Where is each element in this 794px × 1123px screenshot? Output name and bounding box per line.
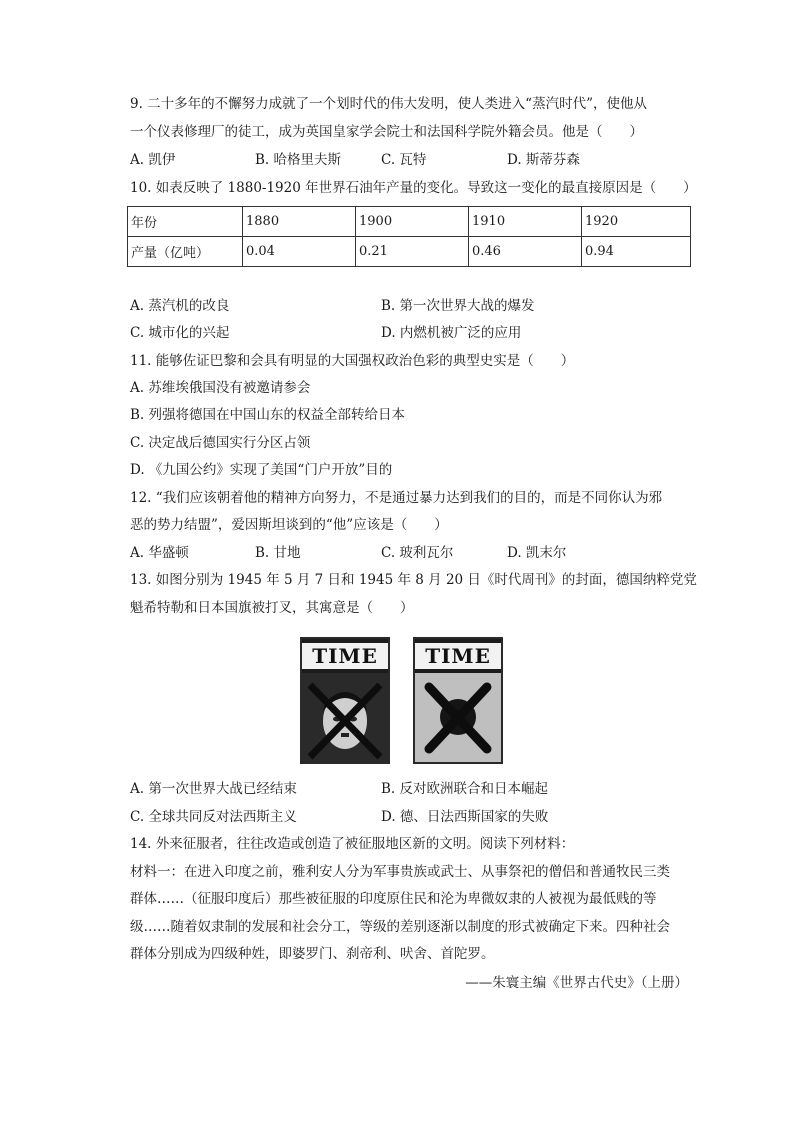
q14-material-line1: 材料一：在进入印度之前，雅利安人分为军事贵族或武士、从事祭祀的僧侣和普通牧民三类 xyxy=(130,864,670,880)
q11-option-a: A. 苏维埃俄国没有被邀请参会 xyxy=(130,380,311,396)
table-cell: 0.21 xyxy=(356,237,469,267)
table-row xyxy=(128,207,691,237)
table-cell: 0.04 xyxy=(243,237,356,267)
q13-stem-line1: 13. 如图分别为 1945 年 5 月 7 日和 1945 年 8 月 20 日《时代周刊》的封面，德国纳粹党党 xyxy=(130,572,697,588)
q14-material-line3: 级……随着奴隶制的发展和社会分工，等级的差别逐渐以制度的形式被确定下来。四种社会 xyxy=(130,919,670,935)
q13-option-c: C. 全球共同反对法西斯主义 xyxy=(130,809,297,825)
q10-option-d: D. 内燃机被广泛的应用 xyxy=(381,325,522,341)
table-cell: 产量（亿吨） xyxy=(128,237,243,267)
q11-stem: 11. 能够佐证巴黎和会具有明显的大国强权政治色彩的典型史实是（ ） xyxy=(130,353,575,369)
q14-stem: 14. 外来征服者，往往改造或创造了被征服地区新的文明。阅读下列材料： xyxy=(130,836,575,852)
q14-material-line2: 群体……（征服印度后）那些被征服的印度原住民和沦为卑微奴隶的人被视为最低贱的等 xyxy=(130,891,657,907)
q9-stem-line2: 一个仪表修理厂的徒工，成为英国皇家学会院士和法国科学院外籍会员。他是（ ） xyxy=(130,124,643,140)
table-cell: 1910 xyxy=(469,207,582,237)
material-source: ——朱寰主编《世界古代史》（上册） xyxy=(465,975,688,991)
crossed-portrait-icon xyxy=(302,673,388,762)
time-masthead: TIME xyxy=(415,643,501,669)
q13-option-d: D. 德、日法西斯国家的失败 xyxy=(381,809,549,825)
table-cell: 年份 xyxy=(128,207,243,237)
q10-option-a: A. 蒸汽机的改良 xyxy=(130,298,230,314)
q10-stem: 10. 如表反映了 1880-1920 年世界石油年产量的变化。导致这一变化的最直接原因是（ ） xyxy=(130,180,697,196)
table-cell: 0.94 xyxy=(582,237,691,267)
time-cover-japan-flag xyxy=(413,637,503,764)
q9-stem-line1: 9. 二十多年的不懈努力成就了一个划时代的伟大发明，使人类进入“蒸汽时代”，使他从 xyxy=(130,96,647,112)
q13-option-b: B. 反对欧洲联合和日本崛起 xyxy=(381,781,549,797)
q10-option-c: C. 城市化的兴起 xyxy=(130,325,230,341)
q10-option-b: B. 第一次世界大战的爆发 xyxy=(381,298,535,314)
q11-option-c: C. 决定战后德国实行分区占领 xyxy=(130,435,311,451)
table-cell: 1900 xyxy=(356,207,469,237)
q9-option-c: C. 瓦特 xyxy=(381,152,427,168)
q11-option-d: D. 《九国公约》实现了美国“门户开放”目的 xyxy=(130,462,393,478)
q12-stem-line1: 12. “我们应该朝着他的精神方向努力，不是通过暴力达到我们的目的，而是不同你认为邪 xyxy=(130,490,663,506)
q9-option-a: A. 凯伊 xyxy=(130,152,176,168)
time-masthead: TIME xyxy=(302,643,388,669)
q12-option-b: B. 甘地 xyxy=(255,545,301,561)
q9-option-b: B. 哈格里夫斯 xyxy=(255,152,342,168)
table-cell: 1880 xyxy=(243,207,356,237)
oil-production-table xyxy=(127,206,691,267)
time-cover-hitler xyxy=(300,637,390,764)
q14-material-line4: 群体分别成为四级种姓，即婆罗门、刹帝利、吠舍、首陀罗。 xyxy=(130,946,495,962)
q12-option-d: D. 凯末尔 xyxy=(507,545,567,561)
time-covers-figure xyxy=(300,637,505,764)
q12-option-c: C. 玻利瓦尔 xyxy=(381,545,454,561)
crossed-flag-icon xyxy=(415,673,501,762)
table-row xyxy=(128,237,691,267)
q12-option-a: A. 华盛顿 xyxy=(130,545,189,561)
table-cell: 1920 xyxy=(582,207,691,237)
table-cell: 0.46 xyxy=(469,237,582,267)
q13-stem-line2: 魁希特勒和日本国旗被打叉，其寓意是（ ） xyxy=(130,600,414,616)
q12-stem-line2: 恶的势力结盟”，爱因斯坦谈到的“他”应该是（ ） xyxy=(130,517,448,533)
q11-option-b: B. 列强将德国在中国山东的权益全部转给日本 xyxy=(130,407,406,423)
q9-option-d: D. 斯蒂芬森 xyxy=(507,152,580,168)
q13-option-a: A. 第一次世界大战已经结束 xyxy=(130,781,297,797)
